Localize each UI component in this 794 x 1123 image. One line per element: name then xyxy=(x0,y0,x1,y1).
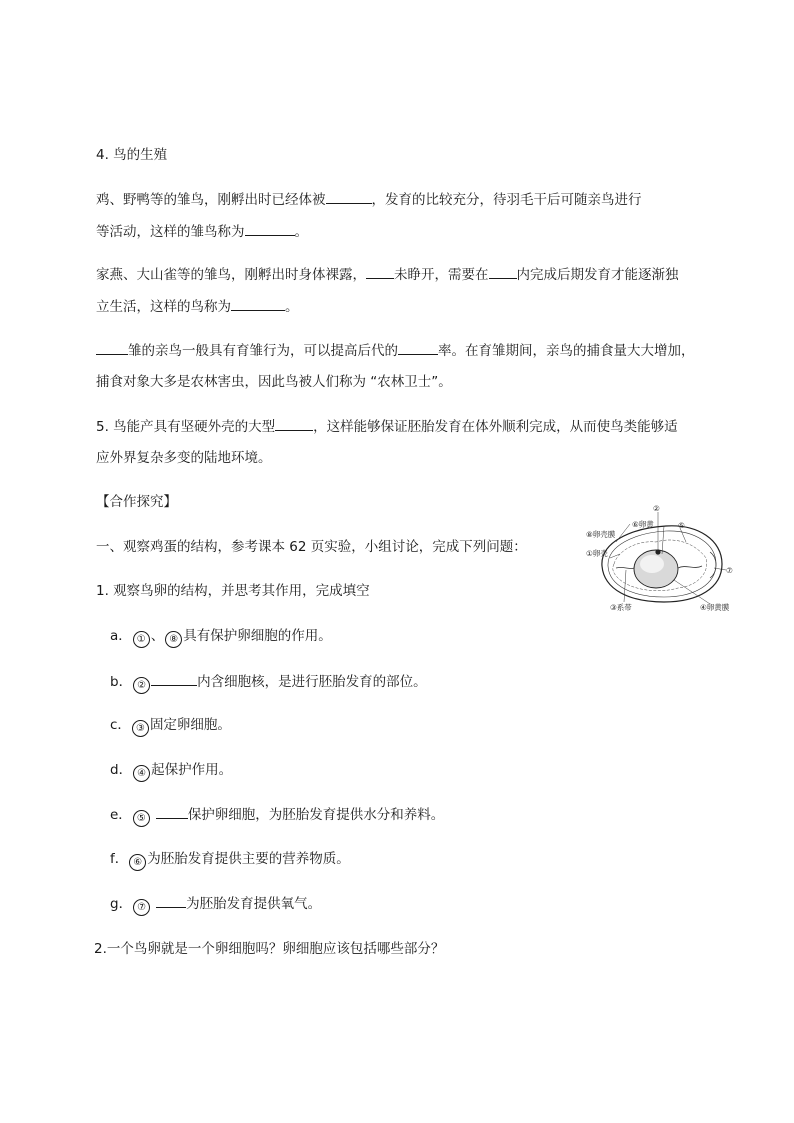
text: b． xyxy=(110,674,133,690)
question-2: 2.一个鸟卵就是一个卵细胞吗？卵细胞应该包括哪些部分？ xyxy=(94,941,445,957)
section4-para3-line2: 捕食对象大多是农林害虫，因此鸟被人们称为 “农林卫士”。 xyxy=(96,374,452,390)
text: 固定卵细胞。 xyxy=(149,717,231,733)
text: ，发育的比较充分，待羽毛干后可随亲鸟进行 xyxy=(371,192,642,208)
number-label: ① xyxy=(133,631,150,648)
figure-label: ⑧卵壳膜 xyxy=(586,530,616,539)
text: 雏的亲鸟一般具有育雏行为，可以提高后代的 xyxy=(128,343,398,359)
item-b xyxy=(110,671,427,694)
section4-para1-line2 xyxy=(96,221,308,242)
number-label: ⑥ xyxy=(129,854,146,871)
text: 立生活，这样的鸟称为 xyxy=(96,299,231,315)
text: 为胚胎发育提供主要的营养物质。 xyxy=(147,851,350,867)
text: 。 xyxy=(285,299,299,315)
fill-blank[interactable] xyxy=(398,340,438,355)
figure-label: ③系带 xyxy=(610,603,632,612)
fill-blank[interactable] xyxy=(366,264,394,279)
figure-label: ⑤ xyxy=(678,521,685,530)
fill-blank[interactable] xyxy=(151,671,197,686)
text: 为胚胎发育提供氧气。 xyxy=(186,896,322,912)
item-a xyxy=(110,626,332,648)
number-label: ⑦ xyxy=(133,899,150,916)
number-label: ⑧ xyxy=(165,631,182,648)
figure-label: ⑦ xyxy=(726,566,733,575)
section4-title: 4. 鸟的生殖 xyxy=(96,147,168,163)
number-label: ④ xyxy=(133,765,150,782)
text: c． xyxy=(110,717,131,733)
text: 起保护作用。 xyxy=(151,762,233,778)
text: 、 xyxy=(150,628,165,644)
item-f xyxy=(110,849,350,871)
yolk-highlight xyxy=(640,555,664,573)
fill-blank[interactable] xyxy=(156,893,186,908)
item-d xyxy=(110,760,232,782)
section4-para1-line1 xyxy=(96,189,642,210)
text: 保护卵细胞，为胚胎发育提供水分和养料。 xyxy=(187,807,445,823)
text: ，这样能够保证胚胎发育在体外顺利完成，从而使鸟类能够适 xyxy=(313,419,678,435)
text: 5. 鸟能产具有坚硬外壳的大型 xyxy=(96,419,276,435)
section5-line2: 应外界复杂多变的陆地环境。 xyxy=(96,450,272,466)
figure-label: ④卵黄膜 xyxy=(700,603,730,612)
text: f． xyxy=(110,851,129,867)
text: a． xyxy=(110,628,132,644)
text: g． xyxy=(110,896,133,912)
text: 内含细胞核，是进行胚胎发育的部位。 xyxy=(197,674,427,690)
egg-structure-diagram xyxy=(586,502,742,614)
text: e． xyxy=(110,807,132,823)
text: 家燕、大山雀等的雏鸟，刚孵出时身体裸露， xyxy=(96,267,366,283)
item-e xyxy=(110,804,444,827)
text: 等活动，这样的雏鸟称为 xyxy=(96,224,245,240)
cooperative-inquiry-heading: 【合作探究】 xyxy=(96,494,177,510)
section4-para2-line2 xyxy=(96,296,299,317)
number-label: ② xyxy=(133,677,150,694)
fill-blank[interactable] xyxy=(156,804,188,819)
germinal-disc xyxy=(655,549,660,554)
number-label: ⑤ xyxy=(133,810,150,827)
question-1: 1. 观察鸟卵的结构，并思考其作用，完成填空 xyxy=(96,583,370,599)
fill-blank[interactable] xyxy=(326,189,372,204)
text: 鸡、野鸭等的雏鸟，刚孵出时已经体被 xyxy=(96,192,326,208)
figure-label: ①卵壳 xyxy=(586,549,608,558)
section5-line1 xyxy=(96,416,678,437)
text: 未睁开，需要在 xyxy=(394,267,489,283)
text: 率。在育雏期间，亲鸟的捕食量大大增加， xyxy=(438,343,695,359)
fill-blank[interactable] xyxy=(275,416,313,431)
text: d． xyxy=(110,762,133,778)
text: 内完成后期发育才能逐渐独 xyxy=(516,267,679,283)
part1-intro: 一、观察鸡蛋的结构，参考课本 62 页实验，小组讨论，完成下列问题： xyxy=(96,539,527,555)
figure-label: ⑥卵黄 xyxy=(632,520,654,529)
number-label: ③ xyxy=(132,720,149,737)
fill-blank[interactable] xyxy=(96,340,128,355)
text: 。 xyxy=(294,224,308,240)
item-g xyxy=(110,893,321,916)
fill-blank[interactable] xyxy=(231,296,285,311)
item-c xyxy=(110,715,231,737)
fill-blank[interactable] xyxy=(245,221,295,236)
text: 具有保护卵细胞的作用。 xyxy=(183,628,332,644)
fill-blank[interactable] xyxy=(489,264,517,279)
section4-para3-line1 xyxy=(96,340,695,361)
figure-label: ② xyxy=(653,504,660,513)
section4-para2-line1 xyxy=(96,264,679,285)
